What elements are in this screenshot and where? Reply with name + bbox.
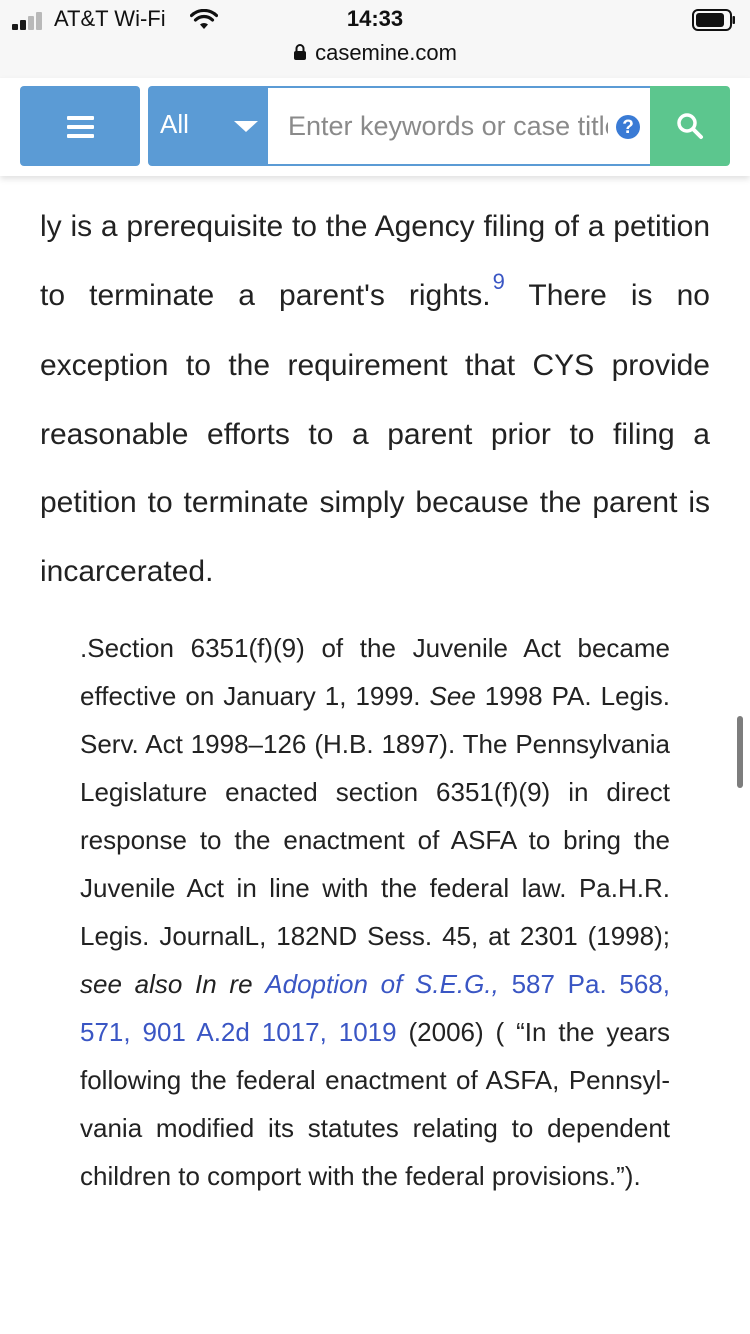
paragraph-text-1: ly is a prerequisite to the Agency filing of a petition to terminate a parent's rights.: [40, 210, 710, 312]
search-button[interactable]: [650, 86, 730, 166]
see-signal: See: [429, 681, 476, 711]
address-bar[interactable]: [0, 40, 750, 66]
search-box: [268, 86, 650, 166]
case-name-link[interactable]: Adoption of S.E.G.,: [265, 969, 499, 999]
scope-dropdown[interactable]: [148, 86, 268, 166]
citation-link[interactable]: 587 Pa. 568, 571, 901 A.2d 1017, 1019: [80, 969, 670, 1047]
menu-button[interactable]: [20, 86, 140, 166]
lock-icon: [293, 43, 307, 61]
search-icon: [676, 112, 704, 140]
opinion-text: [40, 193, 710, 606]
paragraph: [40, 193, 710, 606]
url-text: casemine.com: [315, 40, 457, 65]
footnote-link[interactable]: 9: [492, 268, 505, 294]
paragraph-text-2: There is no exception to the requirement that CYS provide reasonable efforts to a parent prior to filing a petition to terminate simply because the parent is incarcerated.: [40, 278, 710, 588]
see-also-signal: see also In re: [80, 969, 253, 999]
footnote-text-1: .Section 6351(f)(9) of the Juvenile Act became effective on January 1, 1999.: [80, 633, 670, 711]
footnote-block: [80, 624, 670, 1200]
search-header: [0, 78, 750, 176]
clock: 14:33: [346, 6, 404, 31]
carrier-label: AT&T Wi-Fi: [54, 6, 166, 31]
scope-label: All: [160, 109, 189, 139]
footnote-text-2: 1998 PA. Legis. Serv. Act 1998–126 (H.B. 1897). The Pennsylvania Legislature enacted section 6351(f)(9) in direct response to the enactment of ASFA to bring the Juvenile Act in line with the federal law. Pa.H.R. Legis. JournalL, 182ND Sess. 45, at 2301 (1998);: [80, 681, 670, 951]
footnote-text-3: (2006) ( “In the years following the federal enactment of ASFA, Pennsylvania modified its statutes relating to dependent children to comport with the federal provisions.”).: [80, 1017, 670, 1191]
search-input[interactable]: [288, 104, 608, 148]
status-bar: [0, 0, 750, 79]
help-icon[interactable]: ?: [616, 115, 640, 139]
footnote-text: [80, 624, 670, 1200]
battery-icon: [692, 9, 736, 31]
hamburger-icon: [67, 116, 94, 138]
scrollbar[interactable]: [737, 716, 743, 788]
chevron-down-icon: [234, 121, 258, 132]
